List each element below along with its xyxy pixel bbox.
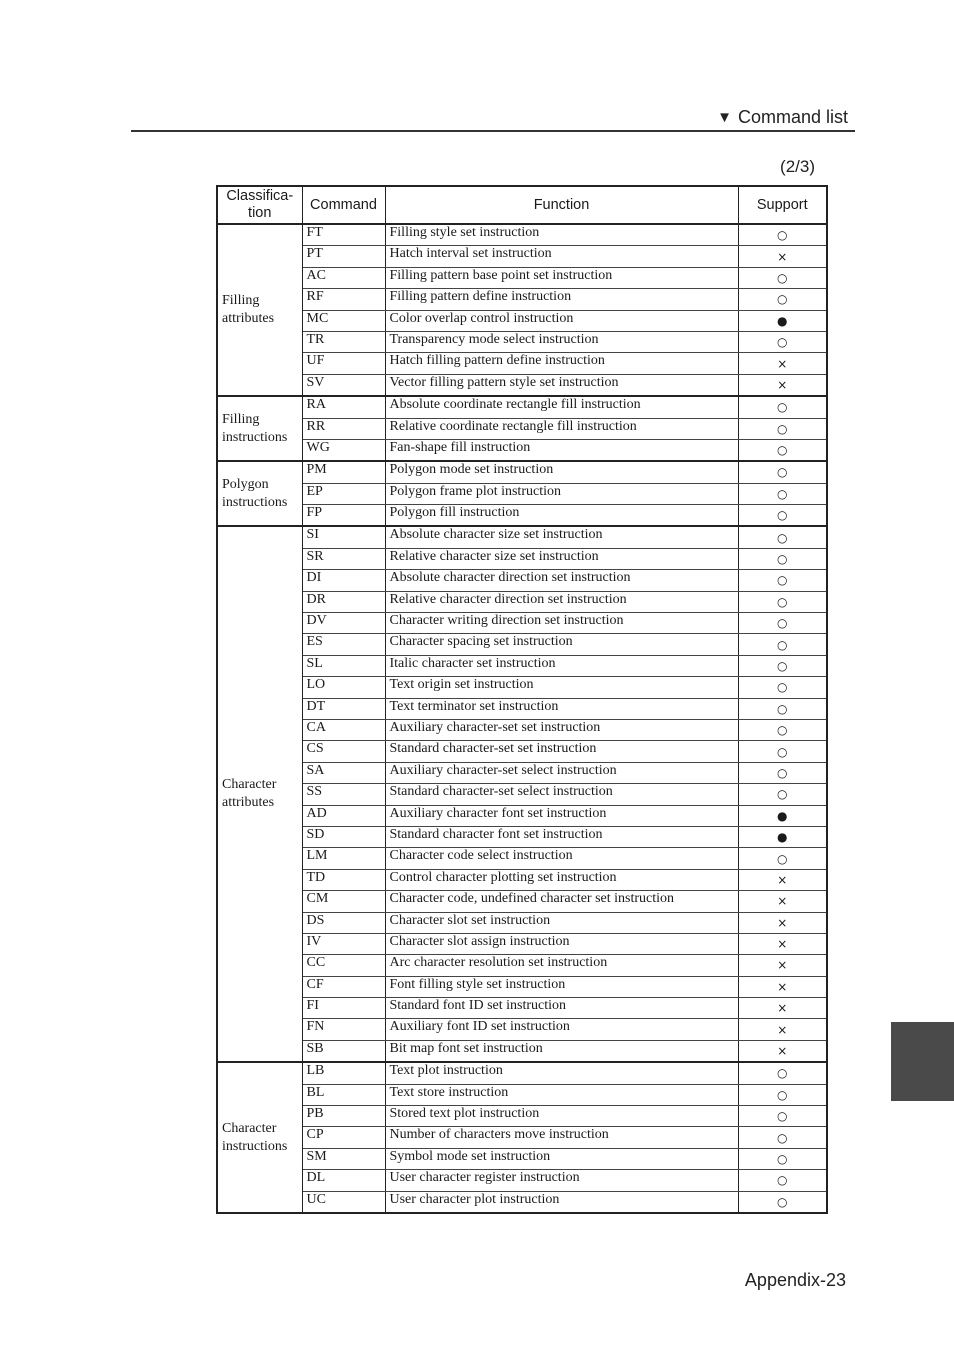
table-row xyxy=(217,570,827,591)
command-cell: RR xyxy=(302,418,385,439)
command-cell: SM xyxy=(302,1148,385,1169)
function-cell: Italic character set instruction xyxy=(385,655,738,676)
command-cell: TD xyxy=(302,869,385,890)
command-cell: CS xyxy=(302,741,385,762)
function-cell: Character writing direction set instruction xyxy=(385,613,738,634)
table-row xyxy=(217,1148,827,1169)
table-row xyxy=(217,289,827,310)
function-cell: Auxiliary character-set set instruction xyxy=(385,719,738,740)
command-cell: SI xyxy=(302,526,385,548)
command-cell: UF xyxy=(302,353,385,374)
command-cell: FP xyxy=(302,505,385,527)
command-cell: DS xyxy=(302,912,385,933)
function-cell: Text origin set instruction xyxy=(385,677,738,698)
header-support: Support xyxy=(738,186,827,224)
command-cell: CF xyxy=(302,976,385,997)
function-cell: Standard character-set select instruction xyxy=(385,784,738,805)
classification-group xyxy=(217,224,827,396)
support-cell: ○ xyxy=(738,396,827,418)
support-cell: × xyxy=(738,955,827,976)
command-cell: AD xyxy=(302,805,385,826)
function-cell: Auxiliary character-set select instruction xyxy=(385,762,738,783)
function-cell: Auxiliary character font set instruction xyxy=(385,805,738,826)
page-footer: Appendix-23 xyxy=(744,1270,846,1290)
support-cell: ○ xyxy=(738,591,827,612)
table-row xyxy=(217,1191,827,1213)
table-row xyxy=(217,591,827,612)
support-cell: ○ xyxy=(738,677,827,698)
function-cell: Standard character-set set instruction xyxy=(385,741,738,762)
command-cell: AC xyxy=(302,267,385,288)
function-cell: Character code select instruction xyxy=(385,848,738,869)
function-cell: Symbol mode set instruction xyxy=(385,1148,738,1169)
function-cell: Absolute coordinate rectangle fill instruction xyxy=(385,396,738,418)
support-cell: × xyxy=(738,374,827,396)
support-cell: ○ xyxy=(738,1191,827,1213)
table-row xyxy=(217,613,827,634)
table-row xyxy=(217,933,827,954)
function-cell: Polygon frame plot instruction xyxy=(385,483,738,504)
command-cell: DR xyxy=(302,591,385,612)
support-cell: × xyxy=(738,869,827,890)
classification-cell: Filling attributes xyxy=(217,224,302,396)
support-cell: ○ xyxy=(738,505,827,527)
support-cell: ○ xyxy=(738,439,827,461)
table-row xyxy=(217,891,827,912)
table-row xyxy=(217,976,827,997)
table-row xyxy=(217,762,827,783)
table-row xyxy=(217,1106,827,1127)
support-cell: ○ xyxy=(738,613,827,634)
table-row xyxy=(217,1170,827,1191)
function-cell: Font filling style set instruction xyxy=(385,976,738,997)
function-cell: Stored text plot instruction xyxy=(385,1106,738,1127)
function-cell: Fan-shape fill instruction xyxy=(385,439,738,461)
command-cell: BL xyxy=(302,1084,385,1105)
function-cell: User character register instruction xyxy=(385,1170,738,1191)
command-cell: SL xyxy=(302,655,385,676)
function-cell: Absolute character direction set instruction xyxy=(385,570,738,591)
support-cell: × xyxy=(738,891,827,912)
support-cell: × xyxy=(738,1040,827,1062)
support-cell: ○ xyxy=(738,267,827,288)
section-header xyxy=(717,107,848,128)
command-cell: LM xyxy=(302,848,385,869)
function-cell: Standard character font set instruction xyxy=(385,826,738,847)
support-cell: ○ xyxy=(738,526,827,548)
support-cell: ○ xyxy=(738,418,827,439)
function-cell: Transparency mode select instruction xyxy=(385,331,738,352)
command-cell: SD xyxy=(302,826,385,847)
command-cell: FT xyxy=(302,224,385,246)
support-cell: ○ xyxy=(738,461,827,483)
function-cell: Vector filling pattern style set instruction xyxy=(385,374,738,396)
function-cell: Relative character size set instruction xyxy=(385,548,738,569)
command-cell: TR xyxy=(302,331,385,352)
table-row xyxy=(217,998,827,1019)
function-cell: Filling style set instruction xyxy=(385,224,738,246)
command-cell: RF xyxy=(302,289,385,310)
table-row xyxy=(217,912,827,933)
command-cell: DI xyxy=(302,570,385,591)
table-row xyxy=(217,677,827,698)
classification-cell: Filling instructions xyxy=(217,396,302,461)
command-cell: SS xyxy=(302,784,385,805)
table-row xyxy=(217,246,827,267)
table-row xyxy=(217,1127,827,1148)
support-cell: ○ xyxy=(738,1084,827,1105)
support-cell: ○ xyxy=(738,698,827,719)
support-cell: × xyxy=(738,976,827,997)
table-row xyxy=(217,374,827,396)
command-cell: CM xyxy=(302,891,385,912)
support-cell: ○ xyxy=(738,289,827,310)
function-cell: Color overlap control instruction xyxy=(385,310,738,331)
side-index-tab xyxy=(891,1022,954,1101)
header-divider xyxy=(131,130,855,132)
section-title: Command list xyxy=(737,107,848,127)
table-row xyxy=(217,310,827,331)
table-row xyxy=(217,741,827,762)
function-cell: Number of characters move instruction xyxy=(385,1127,738,1148)
function-cell: Polygon mode set instruction xyxy=(385,461,738,483)
function-cell: Filling pattern define instruction xyxy=(385,289,738,310)
table-row xyxy=(217,505,827,527)
function-cell: Bit map font set instruction xyxy=(385,1040,738,1062)
command-cell: LO xyxy=(302,677,385,698)
function-cell: Arc character resolution set instruction xyxy=(385,955,738,976)
table-row xyxy=(217,224,827,246)
support-cell: × xyxy=(738,1019,827,1040)
command-cell: WG xyxy=(302,439,385,461)
support-cell: ○ xyxy=(738,1106,827,1127)
table-row xyxy=(217,1019,827,1040)
classification-cell: Character attributes xyxy=(217,526,302,1062)
function-cell: Standard font ID set instruction xyxy=(385,998,738,1019)
table-row xyxy=(217,805,827,826)
classification-group xyxy=(217,1062,827,1213)
table-row xyxy=(217,396,827,418)
support-cell: ○ xyxy=(738,1148,827,1169)
command-cell: DL xyxy=(302,1170,385,1191)
classification-cell: Polygon instructions xyxy=(217,461,302,526)
support-cell: ● xyxy=(738,310,827,331)
support-cell: ○ xyxy=(738,1062,827,1084)
support-cell: × xyxy=(738,998,827,1019)
table-header xyxy=(217,186,827,224)
function-cell: Polygon fill instruction xyxy=(385,505,738,527)
table-row xyxy=(217,483,827,504)
command-cell: SA xyxy=(302,762,385,783)
table-row xyxy=(217,1062,827,1084)
command-cell: FI xyxy=(302,998,385,1019)
command-cell: SB xyxy=(302,1040,385,1062)
support-cell: ● xyxy=(738,826,827,847)
command-cell: LB xyxy=(302,1062,385,1084)
function-cell: Character spacing set instruction xyxy=(385,634,738,655)
triangle-down-icon: ▼ xyxy=(717,109,732,126)
header-command: Command xyxy=(302,186,385,224)
support-cell: × xyxy=(738,912,827,933)
function-cell: Control character plotting set instruction xyxy=(385,869,738,890)
support-cell: × xyxy=(738,353,827,374)
table-row xyxy=(217,548,827,569)
support-cell: ○ xyxy=(738,719,827,740)
table-row xyxy=(217,331,827,352)
table-row xyxy=(217,418,827,439)
command-table xyxy=(216,185,828,1214)
function-cell: Hatch interval set instruction xyxy=(385,246,738,267)
table-row xyxy=(217,267,827,288)
table-row xyxy=(217,353,827,374)
classification-group xyxy=(217,461,827,526)
command-cell: PT xyxy=(302,246,385,267)
classification-cell: Character instructions xyxy=(217,1062,302,1213)
function-cell: Filling pattern base point set instruction xyxy=(385,267,738,288)
support-cell: ○ xyxy=(738,1170,827,1191)
table-row xyxy=(217,698,827,719)
table-row xyxy=(217,526,827,548)
support-cell: ○ xyxy=(738,331,827,352)
function-cell: Character slot set instruction xyxy=(385,912,738,933)
command-cell: DV xyxy=(302,613,385,634)
command-cell: ES xyxy=(302,634,385,655)
function-cell: Auxiliary font ID set instruction xyxy=(385,1019,738,1040)
command-cell: UC xyxy=(302,1191,385,1213)
support-cell: ○ xyxy=(738,483,827,504)
support-cell: ○ xyxy=(738,548,827,569)
table-row xyxy=(217,784,827,805)
function-cell: Text terminator set instruction xyxy=(385,698,738,719)
table-row xyxy=(217,848,827,869)
support-cell: ○ xyxy=(738,634,827,655)
support-cell: ○ xyxy=(738,848,827,869)
command-cell: MC xyxy=(302,310,385,331)
command-cell: EP xyxy=(302,483,385,504)
classification-group xyxy=(217,526,827,1062)
table-row xyxy=(217,955,827,976)
command-cell: CA xyxy=(302,719,385,740)
header-classification: Classifica- tion xyxy=(217,186,302,224)
command-cell: PM xyxy=(302,461,385,483)
command-cell: SV xyxy=(302,374,385,396)
support-cell: ○ xyxy=(738,741,827,762)
table-row xyxy=(217,719,827,740)
function-cell: Hatch filling pattern define instruction xyxy=(385,353,738,374)
table-row xyxy=(217,655,827,676)
command-cell: RA xyxy=(302,396,385,418)
function-cell: Absolute character size set instruction xyxy=(385,526,738,548)
support-cell: ● xyxy=(738,805,827,826)
table-row xyxy=(217,869,827,890)
command-cell: SR xyxy=(302,548,385,569)
support-cell: ○ xyxy=(738,570,827,591)
support-cell: × xyxy=(738,933,827,954)
function-cell: Relative coordinate rectangle fill instruction xyxy=(385,418,738,439)
support-cell: ○ xyxy=(738,224,827,246)
table-row xyxy=(217,461,827,483)
table-row xyxy=(217,1040,827,1062)
command-cell: CP xyxy=(302,1127,385,1148)
command-cell: FN xyxy=(302,1019,385,1040)
command-cell: CC xyxy=(302,955,385,976)
header-function: Function xyxy=(385,186,738,224)
function-cell: Text store instruction xyxy=(385,1084,738,1105)
support-cell: × xyxy=(738,246,827,267)
function-cell: Character code, undefined character set instruction xyxy=(385,891,738,912)
table-row xyxy=(217,634,827,655)
function-cell: Relative character direction set instruction xyxy=(385,591,738,612)
function-cell: Text plot instruction xyxy=(385,1062,738,1084)
function-cell: Character slot assign instruction xyxy=(385,933,738,954)
support-cell: ○ xyxy=(738,762,827,783)
function-cell: User character plot instruction xyxy=(385,1191,738,1213)
command-cell: IV xyxy=(302,933,385,954)
table-row xyxy=(217,1084,827,1105)
support-cell: ○ xyxy=(738,655,827,676)
table-row xyxy=(217,826,827,847)
support-cell: ○ xyxy=(738,784,827,805)
command-cell: PB xyxy=(302,1106,385,1127)
table-row xyxy=(217,439,827,461)
classification-group xyxy=(217,396,827,461)
page-indicator: (2/3) xyxy=(780,157,815,176)
support-cell: ○ xyxy=(738,1127,827,1148)
command-cell: DT xyxy=(302,698,385,719)
